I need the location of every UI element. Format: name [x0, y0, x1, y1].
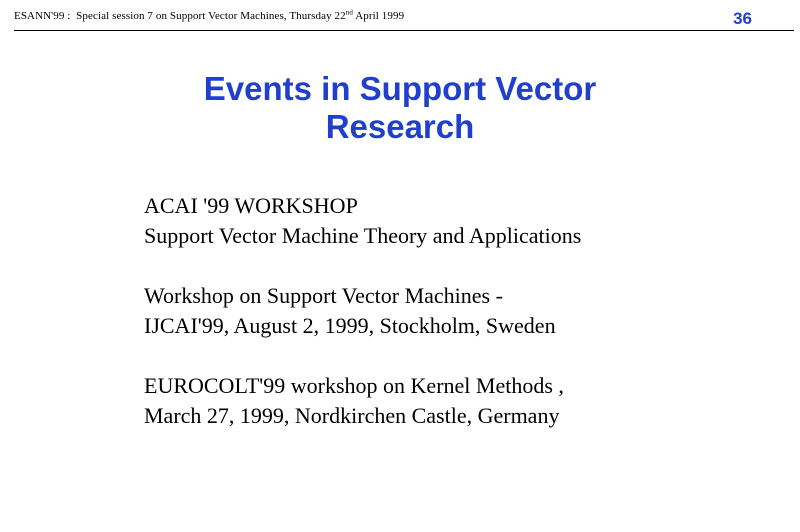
- header-session-suffix: April 1999: [352, 10, 405, 22]
- event-item: [144, 191, 764, 251]
- page-number: 36: [733, 9, 752, 28]
- header-session-sup: nd: [345, 8, 353, 17]
- event-detail: March 27, 1999, Nordkirchen Castle, Germany: [144, 403, 560, 428]
- event-list: [144, 191, 764, 461]
- event-item: [144, 281, 764, 341]
- event-detail: IJCAI'99, August 2, 1999, Stockholm, Sweden: [144, 313, 556, 338]
- event-name: EUROCOLT'99 workshop on Kernel Methods ,: [144, 373, 564, 398]
- event-name: ACAI '99 WORKSHOP: [144, 193, 358, 218]
- slide-title-line1: Events in Support Vector: [203, 70, 597, 107]
- header-session-prefix: Special session 7 on Support Vector Machines, Thursday 22: [76, 10, 346, 22]
- header-text: [14, 10, 404, 22]
- slide-title-line2: Research: [325, 108, 475, 145]
- slide-header: [14, 8, 794, 31]
- slide-title: [0, 70, 800, 146]
- header-conference: ESANN'99 :: [14, 10, 71, 22]
- event-name: Workshop on Support Vector Machines -: [144, 283, 503, 308]
- event-detail: Support Vector Machine Theory and Applications: [144, 223, 582, 248]
- event-item: [144, 371, 764, 431]
